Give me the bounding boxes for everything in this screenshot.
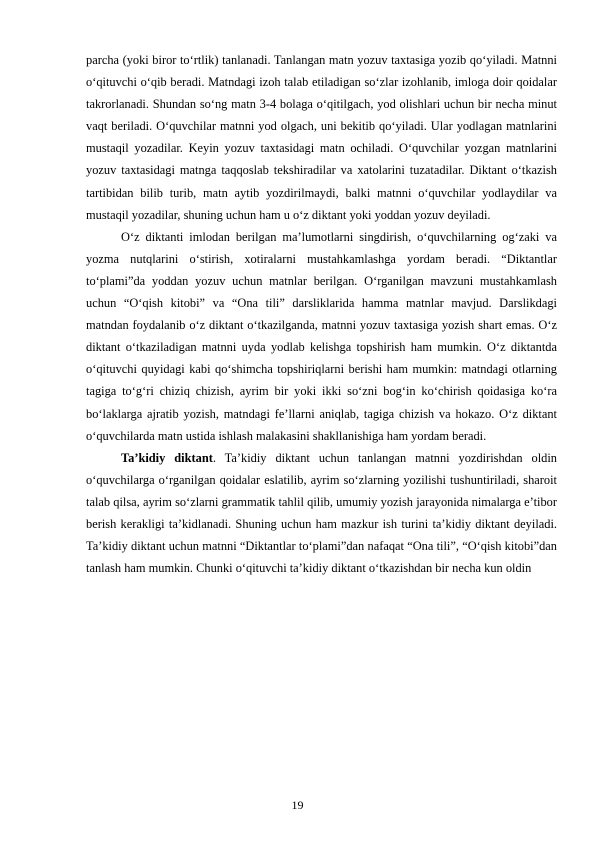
- page-number: 19: [291, 798, 304, 812]
- paragraph-3: [86, 447, 557, 580]
- page-body: [86, 49, 557, 579]
- paragraph-3-text: . Ta’kidiy diktant uchun tanlangan matnni yozdirishdan oldin o‘quvchilarga o‘rganilgan qoidalar eslatilib, ayrim so‘zlarning yozilishi tushuntiriladi, sharoit talab qilsa, ayrim so‘zlarni grammatik tahlil qilib, umumiy yozish jarayonida nimalarga e’tibor berish kerakligi ta’kidlanadi. Shuning uchun ham mazkur ish turini ta’kidiy diktant deyiladi. Ta’kidiy diktant uchun matnni “Diktantlar to‘plami”dan nafaqat “Ona tili”, “O‘qish kitobi”dan tanlash ham mumkin. Chunki o‘qituvchi ta’kidiy diktant o‘tkazishdan bir necha kun oldin: [86, 450, 557, 576]
- paragraph-1: parcha (yoki biror to‘rtlik) tanlanadi. Tanlangan matn yozuv taxtasiga yozib qo‘yiladi. Matnni o‘qituvchi o‘qib beradi. Matndagi izoh talab etiladigan so‘zlar izohlanib, imloga doir qoidalar takrorlanadi. Shundan so‘ng matn 3-4 bolaga o‘qitilgach, yod olishlari uchun bir necha minut vaqt beriladi. O‘quvchilar matnni yod olgach, uni bekitib qo‘yiladi. Ular yodlagan matnlarini mustaqil yozadilar. Keyin yozuv taxtasidagi matn ochiladi. O‘quvchilar yozgan matnlarini yozuv taxtasidagi matnga taqqoslab tekshiradilar va xatolarini tuzatadilar. Diktant o‘tkazish tartibidan bilib turib, matn aytib yozdirilmaydi, balki matnni o‘quvchilar yodlaydilar va mustaqil yozadilar, shuning uchun ham u o‘z diktant yoki yoddan yozuv deyiladi.: [86, 53, 557, 222]
- paragraph-2: O‘z diktanti imlodan berilgan ma’lumotlarni singdirish, o‘quvchilarning og‘zaki va yozma nutqlarini o‘stirish, xotiralarni mustahkamlashga yordam beradi. “Diktantlar to‘plami”da yoddan yozuv uchun matnlar berilgan. O‘rganilgan mavzuni mustahkamlash uchun “O‘qish kitobi” va “Ona tili” darsliklarida hamma matnlar mavjud. Darslikdagi matndan foydalanib o‘z diktant o‘tkazilganda, matnni yozuv taxtasiga yozish shart emas. O‘z diktant o‘tkaziladigan matnni uyda yodlab kelishga topshirish ham mumkin. O‘z diktantda o‘qituvchi quyidagi kabi qo‘shimcha topshiriqlarni berishi ham mumkin: matndagi otlarning tagiga to‘g‘ri chiziq chizish, ayrim bir yoki ikki so‘zni bog‘in ko‘chirish qoidasiga ko‘ra bo‘laklarga ajratib yozish, matndagi fe’llarni aniqlab, tagiga chizish va hokazo. O‘z diktant o‘quvchilarda matn ustida ishlash malakasini shakllanishiga ham yordam beradi.: [86, 229, 557, 443]
- paragraph-3-heading: Ta’kidiy diktant: [121, 450, 213, 465]
